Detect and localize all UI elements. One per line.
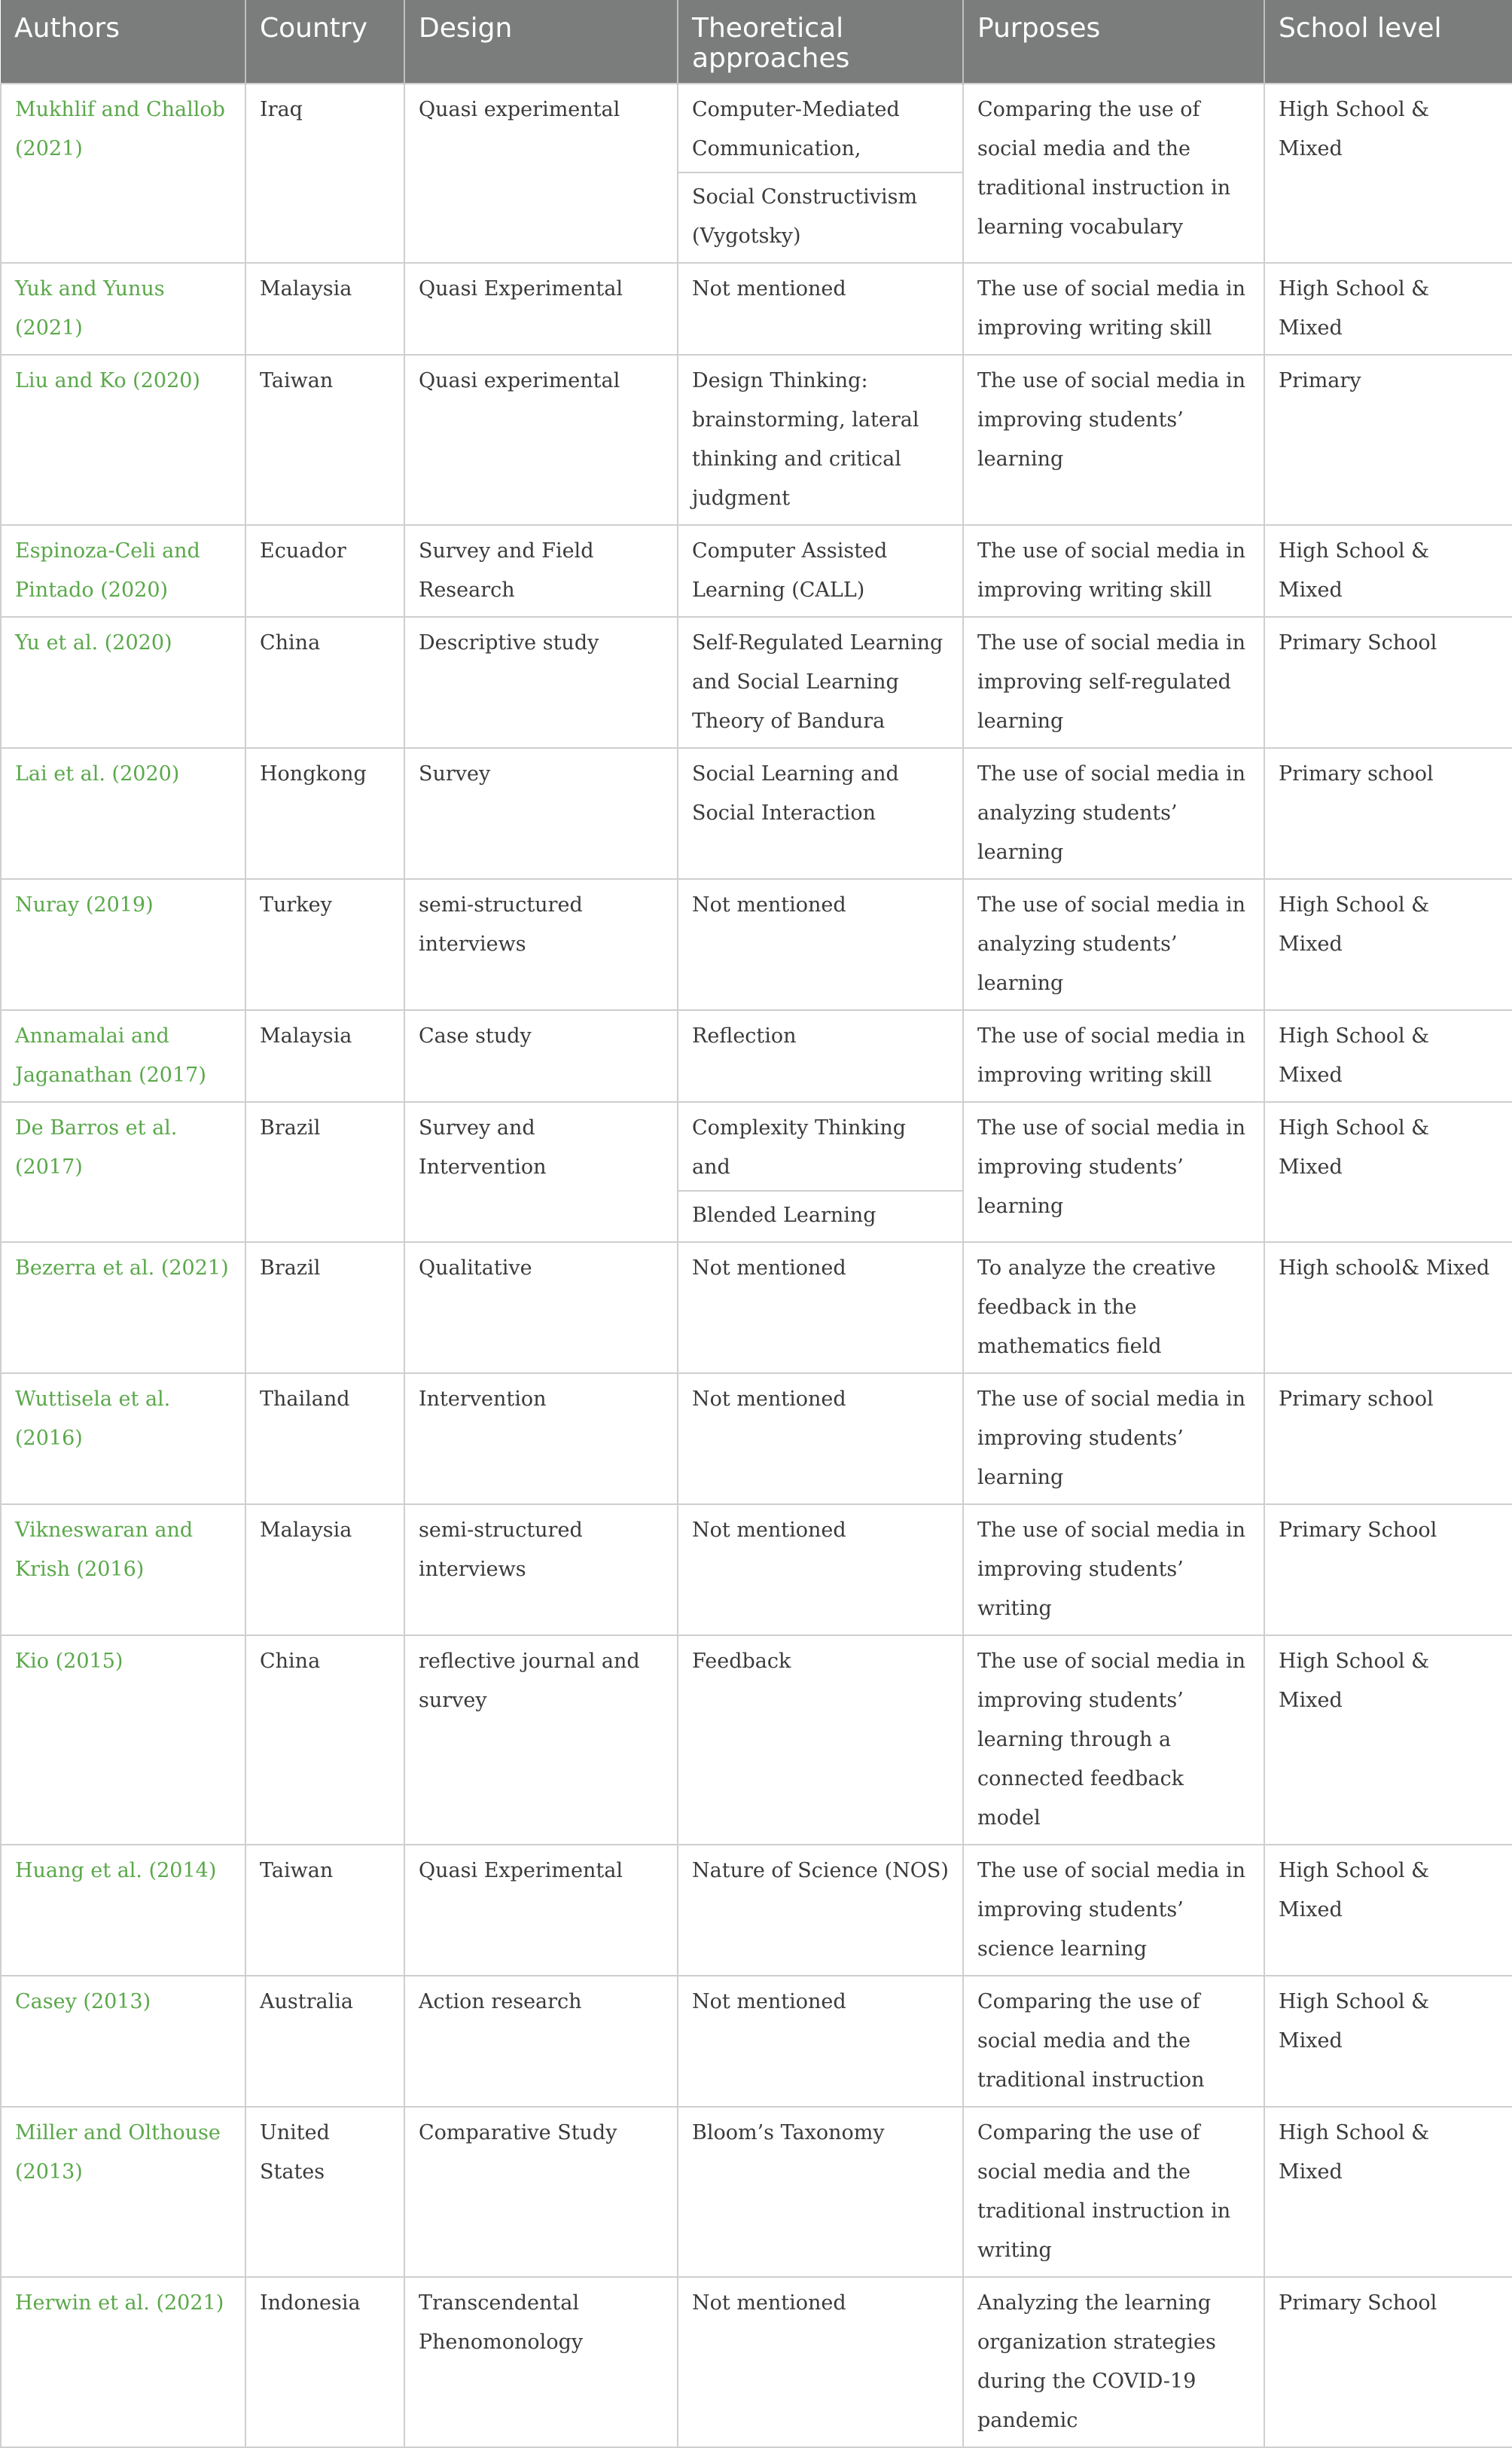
cell-design: Survey and Field Research [404, 525, 678, 617]
cell-country: Australia [245, 1976, 404, 2107]
cell-theoretical-approaches [678, 1242, 963, 1373]
cell-country: Indonesia [245, 2277, 404, 2447]
cell-school-level: Primary School [1264, 1504, 1512, 1635]
theory-item: Not mentioned [692, 1519, 846, 1542]
cell-purposes: The use of social media in improving writing skill [963, 263, 1264, 355]
theory-item: Design Thinking: brainstorming, lateral thinking and critical judgment [692, 369, 919, 510]
cell-design: Intervention [404, 1373, 678, 1504]
cell-theoretical-approaches [678, 525, 963, 617]
cell-design: Survey [404, 748, 678, 879]
theory-item: Feedback [692, 1650, 791, 1673]
cell-design: Action research [404, 1976, 678, 2107]
cell-purposes: The use of social media in improving students’ learning [963, 355, 1264, 525]
cell-authors: Liu and Ko (2020) [1, 355, 245, 525]
cell-purposes: The use of social media in improving writing skill [963, 525, 1264, 617]
cell-school-level: High School & Mixed [1264, 2107, 1512, 2277]
cell-country: China [245, 1635, 404, 1845]
cell-design: semi-structured interviews [404, 879, 678, 1010]
theory-item: Bloom’s Taxonomy [692, 2121, 885, 2144]
cell-purposes: To analyze the creative feedback in the mathematics field [963, 1242, 1264, 1373]
cell-purposes: The use of social media in analyzing students’ learning [963, 879, 1264, 1010]
cell-authors: Bezerra et al. (2021) [1, 1242, 245, 1373]
cell-purposes: The use of social media in improving students’ science learning [963, 1845, 1264, 1976]
cell-school-level: High School & Mixed [1264, 1845, 1512, 1976]
theory-item: Self-Regulated Learning and Social Learning Theory of Bandura [692, 631, 943, 733]
cell-authors: Vikneswaran and Krish (2016) [1, 1504, 245, 1635]
cell-authors: Yu et al. (2020) [1, 617, 245, 748]
theory-item: Reflection [692, 1024, 797, 1048]
theory-item: Blended Learning [692, 1204, 876, 1227]
table-row [1, 2107, 1512, 2277]
table-row [1, 1010, 1512, 1102]
cell-country: Hongkong [245, 748, 404, 879]
cell-theoretical-approaches [678, 84, 963, 263]
cell-purposes: The use of social media in improving students’ learning through a connected feedback model [963, 1635, 1264, 1845]
cell-design: Quasi experimental [404, 355, 678, 525]
cell-school-level: Primary School [1264, 617, 1512, 748]
cell-school-level: High school& Mixed [1264, 1242, 1512, 1373]
cell-country: Turkey [245, 879, 404, 1010]
header-theoretical-approaches: Theoretical approaches [678, 0, 963, 84]
table-body [1, 84, 1512, 2447]
cell-design: Quasi Experimental [404, 263, 678, 355]
cell-authors: Lai et al. (2020) [1, 748, 245, 879]
cell-authors: Kio (2015) [1, 1635, 245, 1845]
table-row [1, 1504, 1512, 1635]
header-design: Design [404, 0, 678, 84]
cell-theoretical-approaches [678, 1010, 963, 1102]
cell-school-level: Primary [1264, 355, 1512, 525]
cell-school-level: High School & Mixed [1264, 525, 1512, 617]
cell-design: Comparative Study [404, 2107, 678, 2277]
cell-school-level: High School & Mixed [1264, 1102, 1512, 1242]
cell-theoretical-approaches [678, 1102, 963, 1242]
cell-country: Malaysia [245, 1010, 404, 1102]
cell-design: Survey and Intervention [404, 1102, 678, 1242]
table-row [1, 84, 1512, 263]
cell-purposes: Analyzing the learning organization strategies during the COVID-19 pandemic [963, 2277, 1264, 2447]
cell-theoretical-approaches [678, 1373, 963, 1504]
cell-country: Taiwan [245, 1845, 404, 1976]
cell-design: reflective journal and survey [404, 1635, 678, 1845]
table-row [1, 1102, 1512, 1242]
cell-purposes: The use of social media in improving writing skill [963, 1010, 1264, 1102]
cell-theoretical-approaches [678, 1845, 963, 1976]
cell-theoretical-approaches [678, 617, 963, 748]
header-school-level: School level [1264, 0, 1512, 84]
theory-item: Computer-Mediated Communication, [678, 90, 962, 173]
cell-design: Quasi Experimental [404, 1845, 678, 1976]
cell-country: Taiwan [245, 355, 404, 525]
cell-purposes: The use of social media in improving students’ learning [963, 1373, 1264, 1504]
cell-design: Qualitative [404, 1242, 678, 1373]
cell-country: Malaysia [245, 263, 404, 355]
cell-authors: Espinoza-Celi and Pintado (2020) [1, 525, 245, 617]
cell-theoretical-approaches [678, 748, 963, 879]
cell-theoretical-approaches [678, 263, 963, 355]
cell-design: semi-structured interviews [404, 1504, 678, 1635]
cell-school-level: High School & Mixed [1264, 879, 1512, 1010]
table-row [1, 1635, 1512, 1845]
cell-authors: Annamalai and Jaganathan (2017) [1, 1010, 245, 1102]
theory-item: Not mentioned [692, 1256, 846, 1280]
theory-item: Not mentioned [692, 2291, 846, 2315]
table-row [1, 617, 1512, 748]
theory-item: Social Constructivism (Vygotsky) [692, 185, 918, 248]
cell-authors: Huang et al. (2014) [1, 1845, 245, 1976]
cell-theoretical-approaches [678, 355, 963, 525]
cell-theoretical-approaches [678, 2107, 963, 2277]
table-row [1, 2277, 1512, 2447]
cell-authors: Wuttisela et al. (2016) [1, 1373, 245, 1504]
header-purposes: Purposes [963, 0, 1264, 84]
cell-theoretical-approaches [678, 1504, 963, 1635]
header-authors: Authors [1, 0, 245, 84]
table-row [1, 1845, 1512, 1976]
table-row [1, 748, 1512, 879]
header-country: Country [245, 0, 404, 84]
table-row [1, 1242, 1512, 1373]
cell-design: Quasi experimental [404, 84, 678, 263]
header-row [1, 0, 1512, 84]
table-row [1, 1373, 1512, 1504]
cell-authors: De Barros et al. (2017) [1, 1102, 245, 1242]
table-row [1, 525, 1512, 617]
cell-theoretical-approaches [678, 2277, 963, 2447]
cell-theoretical-approaches [678, 1976, 963, 2107]
table-row [1, 263, 1512, 355]
cell-school-level: Primary school [1264, 1373, 1512, 1504]
cell-purposes: Comparing the use of social media and the traditional instruction [963, 1976, 1264, 2107]
cell-authors: Herwin et al. (2021) [1, 2277, 245, 2447]
theory-item: Social Learning and Social Interaction [692, 762, 899, 825]
theory-item: Not mentioned [692, 1387, 846, 1411]
cell-country: Malaysia [245, 1504, 404, 1635]
cell-country: China [245, 617, 404, 748]
table-header [1, 0, 1512, 84]
table-row [1, 1976, 1512, 2107]
cell-purposes: Comparing the use of social media and the traditional instruction in learning vocabulary [963, 84, 1264, 263]
cell-country: Thailand [245, 1373, 404, 1504]
cell-design: Transcendental Phenomonology [404, 2277, 678, 2447]
cell-authors: Nuray (2019) [1, 879, 245, 1010]
cell-school-level: High School & Mixed [1264, 1976, 1512, 2107]
cell-school-level: High School & Mixed [1264, 84, 1512, 263]
cell-design: Descriptive study [404, 617, 678, 748]
table-row [1, 879, 1512, 1010]
theory-item: Not mentioned [692, 1990, 846, 2013]
cell-purposes: The use of social media in improving students’ learning [963, 1102, 1264, 1242]
cell-purposes: The use of social media in analyzing students’ learning [963, 748, 1264, 879]
cell-authors: Miller and Olthouse (2013) [1, 2107, 245, 2277]
cell-country: Ecuador [245, 525, 404, 617]
cell-country: Brazil [245, 1102, 404, 1242]
cell-country: United States [245, 2107, 404, 2277]
cell-school-level: Primary School [1264, 2277, 1512, 2447]
theory-item: Not mentioned [692, 277, 846, 301]
cell-school-level: High School & Mixed [1264, 1635, 1512, 1845]
cell-authors: Mukhlif and Challob (2021) [1, 84, 245, 263]
cell-school-level: Primary school [1264, 748, 1512, 879]
cell-purposes: The use of social media in improving self-regulated learning [963, 617, 1264, 748]
table-row [1, 355, 1512, 525]
cell-authors: Casey (2013) [1, 1976, 245, 2107]
cell-country: Iraq [245, 84, 404, 263]
theory-item: Computer Assisted Learning (CALL) [692, 539, 888, 602]
cell-theoretical-approaches [678, 1635, 963, 1845]
cell-authors: Yuk and Yunus (2021) [1, 263, 245, 355]
cell-theoretical-approaches [678, 879, 963, 1010]
theory-item: Complexity Thinking and [678, 1109, 962, 1192]
cell-school-level: High School & Mixed [1264, 263, 1512, 355]
theory-item: Nature of Science (NOS) [692, 1859, 949, 1882]
theory-item: Not mentioned [692, 893, 846, 917]
cell-purposes: Comparing the use of social media and the traditional instruction in writing [963, 2107, 1264, 2277]
cell-design: Case study [404, 1010, 678, 1102]
cell-school-level: High School & Mixed [1264, 1010, 1512, 1102]
cell-country: Brazil [245, 1242, 404, 1373]
cell-purposes: The use of social media in improving students’ writing [963, 1504, 1264, 1635]
